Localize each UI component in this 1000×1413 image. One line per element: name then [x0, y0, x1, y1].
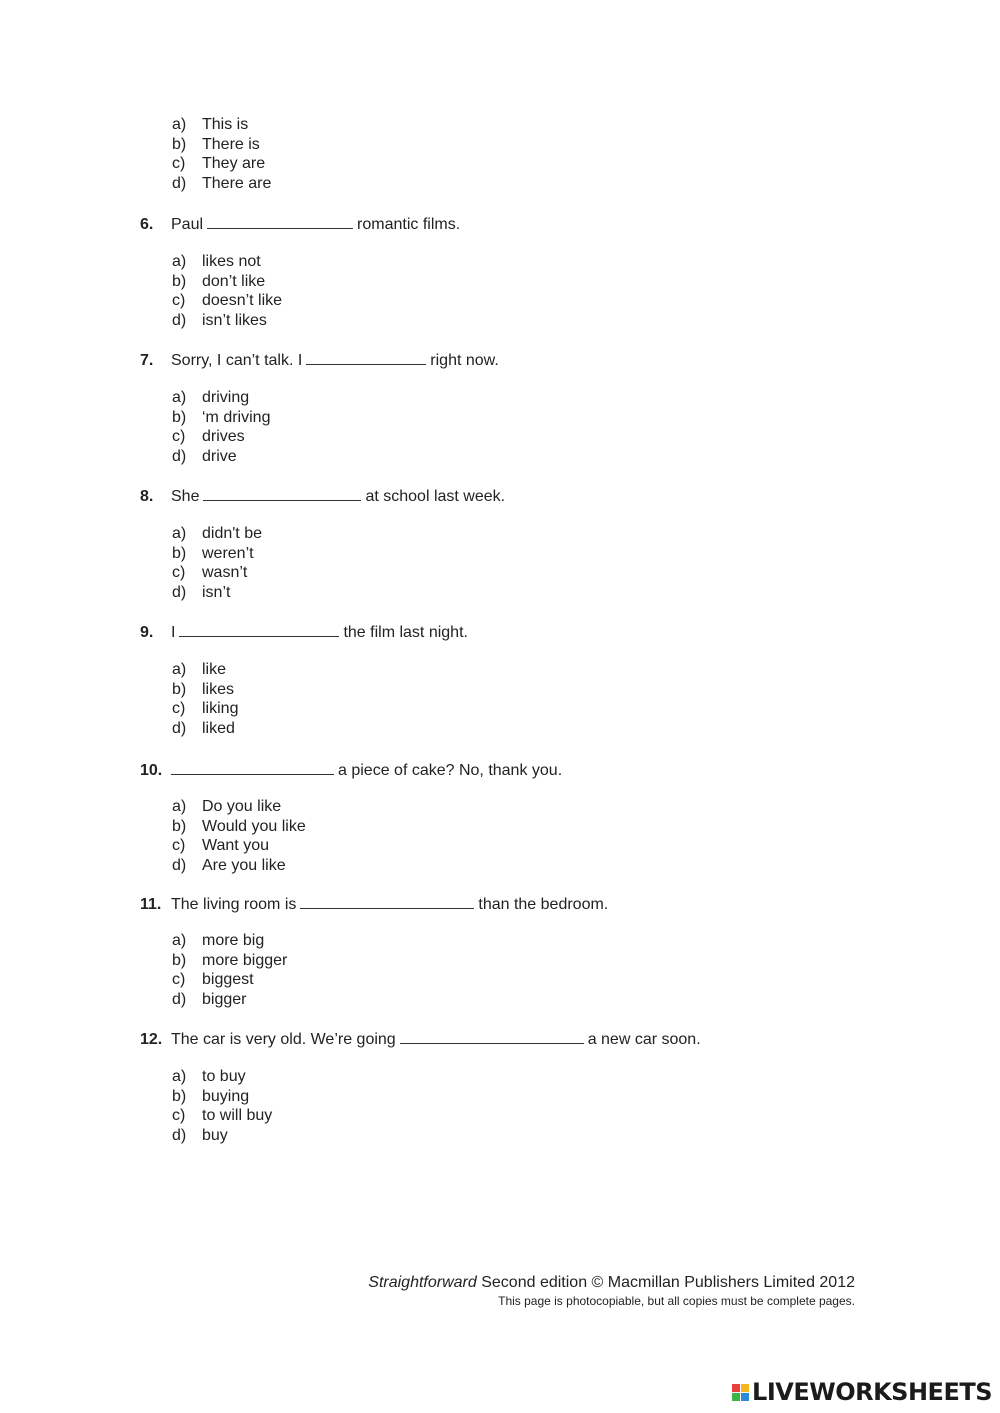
- question-6: 6. Paul romantic films.: [140, 216, 461, 233]
- answer-blank[interactable]: [306, 350, 426, 365]
- q9-option-d[interactable]: d) liked: [172, 719, 235, 737]
- q12-option-d[interactable]: d) buy: [172, 1126, 228, 1144]
- q7-option-b[interactable]: b) ‘m driving: [172, 408, 271, 426]
- q6-option-a[interactable]: a) likes not: [172, 253, 261, 270]
- q6-option-d[interactable]: d) isn’t likes: [172, 311, 267, 329]
- q8-option-b[interactable]: b) weren’t: [172, 544, 254, 562]
- q10-option-c[interactable]: c) Want you: [172, 837, 269, 854]
- answer-blank[interactable]: [203, 486, 361, 501]
- question-10: 10. a piece of cake? No, thank you.: [140, 762, 563, 779]
- answer-blank[interactable]: [179, 622, 339, 637]
- q11-options: [172, 931, 287, 1009]
- q7-option-a[interactable]: a) driving: [172, 389, 250, 406]
- q11-option-c[interactable]: c) biggest: [172, 971, 254, 988]
- question-number: 7.: [140, 352, 154, 369]
- question-8: 8. She at school last week.: [140, 488, 506, 505]
- q10-option-b[interactable]: b) Would you like: [172, 817, 306, 835]
- q10-option-a[interactable]: a) Do you like: [172, 798, 282, 815]
- question-number: 10.: [140, 762, 163, 779]
- q6-options: [172, 252, 282, 330]
- q12-option-b[interactable]: b) buying: [172, 1087, 250, 1105]
- brand-name: LIVEWORKSHEETS: [752, 1378, 992, 1406]
- q9-option-b[interactable]: b) likes: [172, 680, 235, 698]
- photocopy-note: This page is photocopiable, but all copies must be complete pages.: [498, 1294, 855, 1308]
- q8-options: [172, 524, 262, 602]
- q7-option-d[interactable]: d) drive: [172, 447, 237, 465]
- q12-options: [172, 1067, 272, 1145]
- q12-option-a[interactable]: a) to buy: [172, 1068, 246, 1085]
- question-number: 12.: [140, 1031, 163, 1048]
- q10-options: [172, 797, 306, 875]
- q6-option-c[interactable]: c) doesn’t like: [172, 292, 283, 309]
- q11-option-d[interactable]: d) bigger: [172, 990, 247, 1008]
- q9-option-c[interactable]: c) liking: [172, 700, 239, 717]
- question-7: 7. Sorry, I can’t talk. I right now.: [140, 352, 499, 369]
- q5-option-d[interactable]: d) There are: [172, 174, 272, 192]
- question-11: 11. The living room is than the bedroom.: [140, 896, 609, 913]
- q11-option-a[interactable]: a) more big: [172, 932, 265, 949]
- answer-blank[interactable]: [207, 214, 353, 229]
- q9-option-a[interactable]: a) like: [172, 661, 227, 678]
- q12-option-c[interactable]: c) to will buy: [172, 1107, 273, 1124]
- q9-options: [172, 660, 238, 738]
- q8-option-d[interactable]: d) isn’t: [172, 583, 231, 601]
- answer-blank[interactable]: [171, 760, 334, 775]
- q5-option-c[interactable]: c) They are: [172, 155, 266, 172]
- question-9: 9. I the film last night.: [140, 624, 468, 641]
- q8-option-c[interactable]: c) wasn’t: [172, 564, 248, 581]
- q11-option-b[interactable]: b) more bigger: [172, 951, 288, 969]
- q6-option-b[interactable]: b) don’t like: [172, 272, 266, 290]
- q8-option-a[interactable]: a) didn't be: [172, 525, 262, 542]
- answer-blank[interactable]: [300, 894, 474, 909]
- question-number: 8.: [140, 488, 154, 505]
- q10-option-d[interactable]: d) Are you like: [172, 856, 286, 874]
- q5-option-a[interactable]: a) This is: [172, 116, 249, 133]
- question-number: 6.: [140, 216, 154, 233]
- question-12: 12. The car is very old. We’re going a new car soon.: [140, 1031, 701, 1048]
- q7-options: [172, 388, 270, 466]
- copyright-line: Straightforward Second edition © Macmillan Publishers Limited 2012: [368, 1274, 855, 1291]
- question-number: 11.: [140, 896, 162, 913]
- question-number: 9.: [140, 624, 154, 641]
- liveworksheets-brand: [732, 1378, 992, 1406]
- answer-blank[interactable]: [400, 1029, 584, 1044]
- book-title: Straightforward: [368, 1274, 477, 1291]
- q7-option-c[interactable]: c) drives: [172, 428, 245, 445]
- q5-options: [172, 115, 271, 193]
- liveworksheets-logo-icon: [732, 1384, 749, 1401]
- page-footer: [368, 1274, 855, 1308]
- q5-option-b[interactable]: b) There is: [172, 135, 260, 153]
